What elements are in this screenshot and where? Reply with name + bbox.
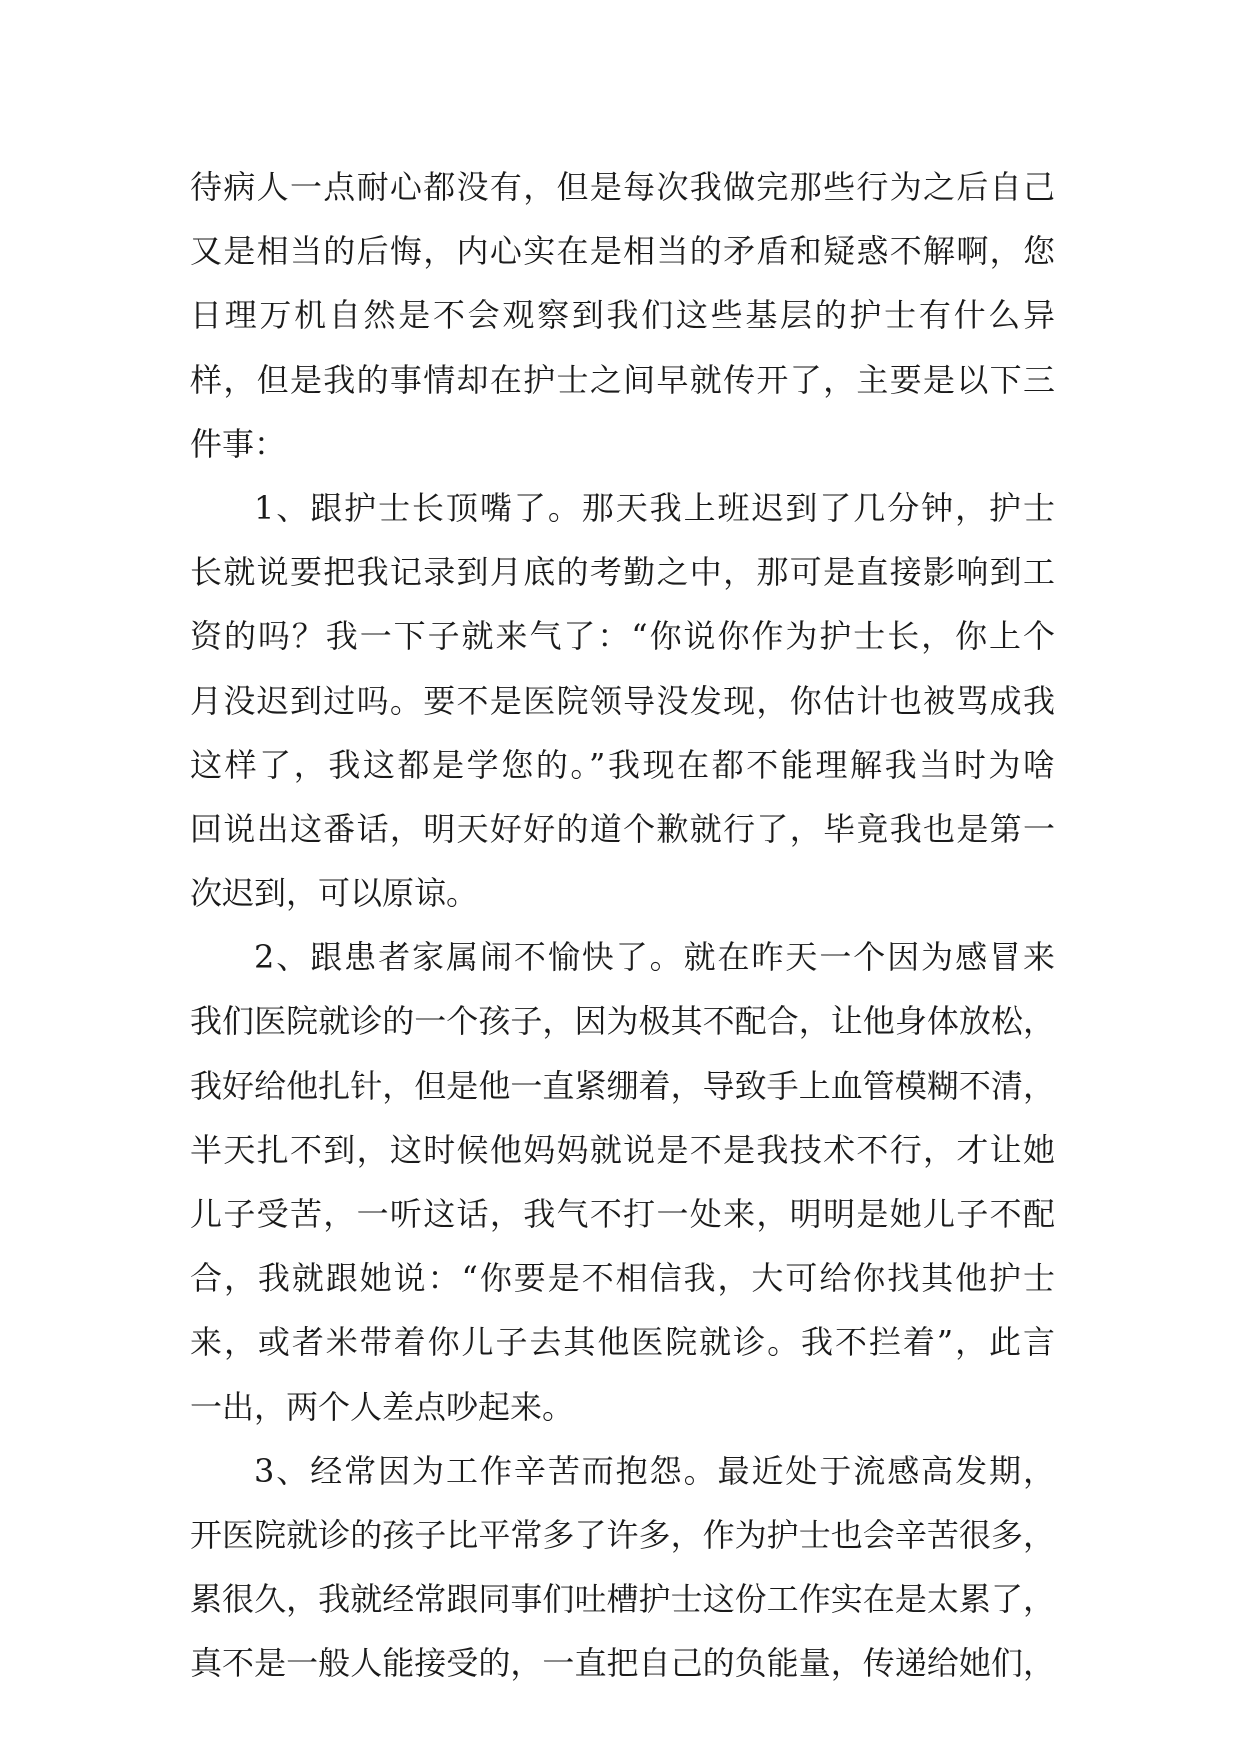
text-line: 开医院就诊的孩子比平常多了许多，作为护士也会辛苦很多， <box>190 1515 1055 1554</box>
text-line: 合，我就跟她说：“你要是不相信我，大可给你找其他护士 <box>190 1259 1055 1298</box>
text-line: 我们医院就诊的一个孩子，因为极其不配合，让他身体放松， <box>190 1002 1055 1041</box>
paragraph-2-first-line: 2、跟患者家属闹不愉快了。就在昨天一个因为感冒来 <box>254 938 1055 977</box>
paragraph-3-first-line: 3、经常因为工作辛苦而抱怨。最近处于流感高发期， <box>254 1451 1055 1490</box>
text-line: 又是相当的后悔，内心实在是相当的矛盾和疑惑不解啊，您 <box>190 232 1055 271</box>
text-line: 来，或者米带着你儿子去其他医院就诊。我不拦着”，此言 <box>190 1323 1055 1362</box>
text-line: 一出，两个人差点吵起来。 <box>190 1387 575 1426</box>
text-line: 件事： <box>190 424 287 463</box>
text-line: 资的吗？我一下子就来气了：“你说你作为护士长，你上个 <box>190 617 1055 656</box>
text-line: 回说出这番话，明天好好的道个歉就行了，毕竟我也是第一 <box>190 809 1055 848</box>
text-line: 次迟到，可以原谅。 <box>190 874 479 913</box>
text-line: 这样了，我这都是学您的。”我现在都不能理解我当时为啥 <box>190 745 1055 784</box>
text-line: 真不是一般人能接受的，一直把自己的负能量，传递给她们， <box>190 1644 1055 1683</box>
text-line: 日理万机自然是不会观察到我们这些基层的护士有什么异 <box>190 296 1055 335</box>
text-line: 半天扎不到，这时候他妈妈就说是不是我技术不行，才让她 <box>190 1130 1055 1169</box>
text-line: 我好给他扎针，但是他一直紧绷着，导致手上血管模糊不清， <box>190 1066 1055 1105</box>
paragraph-1-first-line: 1、跟护士长顶嘴了。那天我上班迟到了几分钟，护士 <box>254 488 1055 527</box>
document-body <box>190 155 1055 1696</box>
text-line: 儿子受苦，一听这话，我气不打一处来，明明是她儿子不配 <box>190 1195 1055 1233</box>
text-line: 待病人一点耐心都没有，但是每次我做完那些行为之后自己 <box>190 168 1055 206</box>
text-line: 月没迟到过吗。要不是医院领导没发现，你估计也被骂成我 <box>190 681 1055 720</box>
text-line: 长就说要把我记录到月底的考勤之中，那可是直接影响到工 <box>190 553 1055 592</box>
text-line: 累很久，我就经常跟同事们吐槽护士这份工作实在是太累了， <box>190 1580 1055 1619</box>
text-line: 样，但是我的事情却在护士之间早就传开了，主要是以下三 <box>190 360 1055 399</box>
